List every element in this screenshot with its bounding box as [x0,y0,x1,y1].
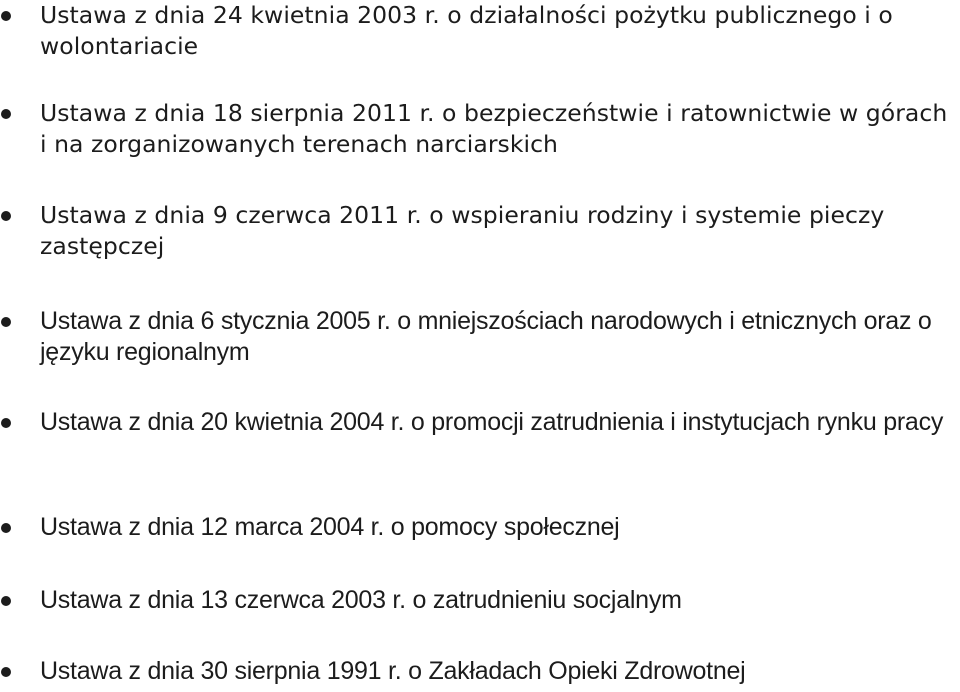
bullet-dot-icon [1,11,11,21]
bullet-dot-icon [1,523,11,533]
bullet-dot-icon [1,596,11,606]
bullet-dot-icon [1,109,11,119]
list-item-text: Ustawa z dnia 13 czerwca 2003 r. o zatrudnieniu socjalnym [40,586,682,614]
bullet-dot-icon [1,317,11,327]
list-item-text: Ustawa z dnia 30 sierpnia 1991 r. o Zakładach Opieki Zdrowotnej [40,657,746,685]
list-item-text: Ustawa z dnia 24 kwietnia 2003 r. o działalności pożytku publicznego i o wolontariacie [40,1,893,60]
list-item-text: Ustawa z dnia 18 sierpnia 2011 r. o bezpieczeństwie i ratownictwie w górach i na zorganizowanych terenach narciarskich [40,99,948,158]
bullet-dot-icon [1,418,11,428]
list-item-text: Ustawa z dnia 9 czerwca 2011 r. o wspieraniu rodziny i systemie pieczy zastępczej [40,201,885,260]
bullet-dot-icon [1,667,11,677]
list-item-text: Ustawa z dnia 6 stycznia 2005 r. o mniejszościach narodowych i etnicznych oraz o języku regionalnym [40,307,932,366]
list-item-text: Ustawa z dnia 12 marca 2004 r. o pomocy społecznej [40,513,620,541]
bullet-dot-icon [1,211,11,221]
list-item-text: Ustawa z dnia 20 kwietnia 2004 r. o promocji zatrudnienia i instytucjach rynku pracy [40,408,944,436]
